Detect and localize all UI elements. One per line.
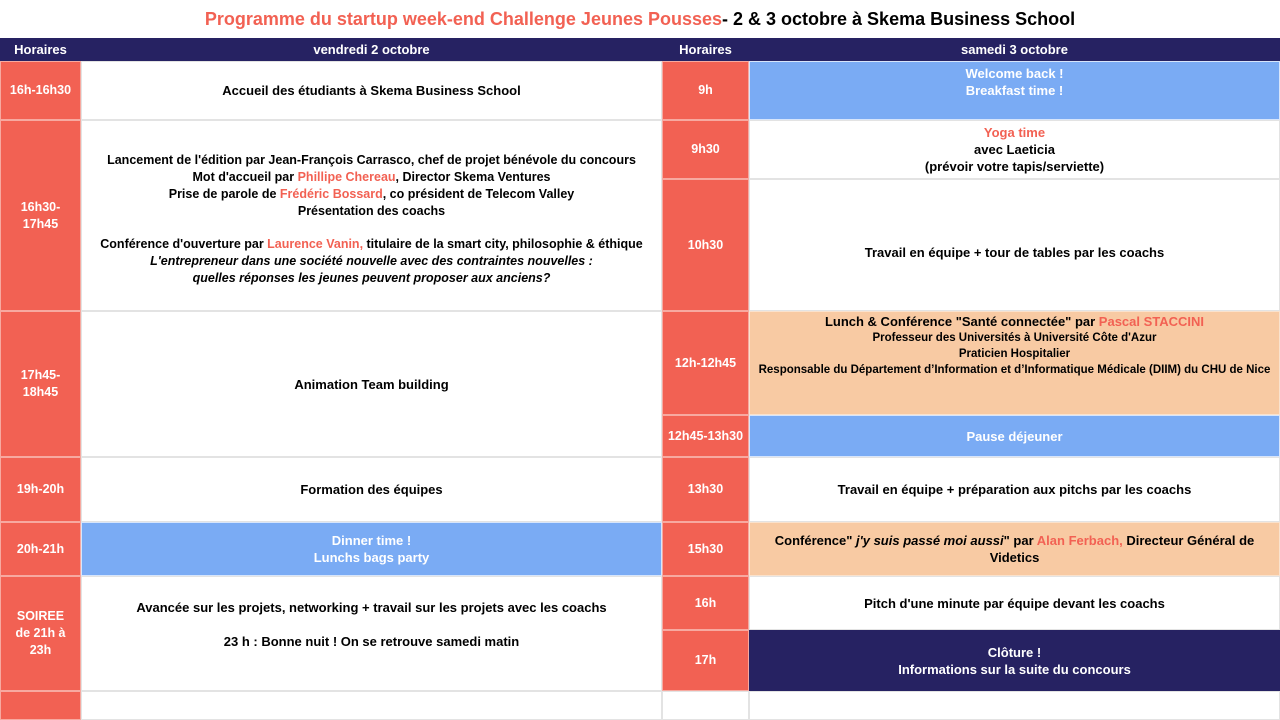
friday-activity-2-line4: Présentation des coachs	[297, 204, 446, 218]
saturday-activity-9-line2: Informations sur la suite du concours	[898, 661, 1131, 677]
saturday-time-5: 12h45-13h30	[662, 415, 749, 457]
friday-activity-2-line1: Lancement de l'édition par Jean-François Carrasco, chef de projet bénévole du concours	[107, 153, 636, 167]
friday-activity-5-line2: Lunchs bags party	[313, 550, 430, 565]
saturday-activity-1-line2: Breakfast time !	[965, 83, 1064, 98]
friday-time-2-line1: 16h30-	[20, 199, 61, 214]
saturday-activity-7	[749, 522, 1280, 576]
saturday-time-1: 9h	[662, 61, 749, 120]
friday-time-1: 16h-16h30	[0, 61, 81, 120]
saturday-time-4: 12h-12h45	[662, 311, 749, 415]
header-horaires-left: Horaires	[0, 38, 81, 61]
friday-activity-2-line6: L'entrepreneur dans une société nouvelle avec des contraintes nouvelles :	[150, 254, 593, 268]
friday-time-4: 19h-20h	[0, 457, 81, 522]
friday-activity-2-line3: Prise de parole de Frédéric Bossard, co président de Telecom Valley	[168, 187, 575, 201]
saturday-time-7: 15h30	[662, 522, 749, 576]
saturday-activity-3: Travail en équipe + tour de tables par les coachs	[749, 179, 1280, 311]
saturday-time-9: 17h	[662, 630, 749, 691]
saturday-time-3: 10h30	[662, 179, 749, 311]
saturday-time-8: 16h	[662, 576, 749, 630]
friday-activity-2-line2: Mot d'accueil par Phillipe Chereau, Director Skema Ventures	[192, 170, 551, 184]
friday-time-2	[0, 120, 81, 311]
friday-time-5: 20h-21h	[0, 522, 81, 576]
saturday-activity-1-line1: Welcome back !	[965, 66, 1064, 81]
saturday-activity-7-text: Conférence" j'y suis passé moi aussi" par Alan Ferbach, Directeur Général de Videtics	[774, 533, 1255, 565]
friday-activity-5-line1: Dinner time !	[331, 533, 412, 548]
saturday-time-2: 9h30	[662, 120, 749, 179]
friday-activity-3: Animation Team building	[81, 311, 662, 457]
friday-activity-6-line2: 23 h : Bonne nuit ! On se retrouve samedi matin	[223, 634, 520, 649]
saturday-activity-9	[749, 630, 1280, 691]
saturday-activity-4	[749, 311, 1280, 415]
saturday-activity-1	[749, 61, 1280, 120]
friday-activity-1: Accueil des étudiants à Skema Business School	[81, 61, 662, 120]
friday-activity-6	[81, 576, 662, 691]
saturday-activity-8: Pitch d'une minute par équipe devant les coachs	[749, 576, 1280, 630]
saturday-activity-9-line1: Clôture !	[987, 644, 1042, 660]
saturday-activity-4-line3: Praticien Hospitalier	[958, 348, 1071, 360]
saturday-activity-2-line1: Yoga time	[983, 125, 1046, 140]
saturday-activity-2-line3: (prévoir votre tapis/serviette)	[924, 159, 1105, 174]
title-rest: - 2 & 3 octobre à Skema Business School	[722, 8, 1076, 29]
title-accent: Programme du startup week-end Challenge Jeunes Pousses	[204, 8, 723, 29]
saturday-time-6: 13h30	[662, 457, 749, 522]
friday-activity-empty	[81, 691, 662, 720]
saturday-activity-2-line2: avec Laeticia	[974, 142, 1055, 157]
friday-activity-2-line5: Conférence d'ouverture par Laurence Vanin, titulaire de la smart city, philosophie & éthique	[100, 237, 643, 251]
saturday-activity-2	[749, 120, 1280, 179]
saturday-time-empty	[662, 691, 749, 720]
friday-activity-6-line1: Avancée sur les projets, networking + travail sur les projets avec les coachs	[136, 600, 607, 615]
header-saturday: samedi 3 octobre	[749, 38, 1280, 61]
saturday-activity-4-line1: Lunch & Conférence "Santé connectée" par Pascal STACCINI	[824, 314, 1205, 329]
page-title	[0, 0, 1280, 38]
header-friday: vendredi 2 octobre	[81, 38, 662, 61]
header-horaires-right: Horaires	[662, 38, 749, 61]
saturday-activity-5: Pause déjeuner	[749, 415, 1280, 457]
friday-time-3-line1: 17h45-	[20, 368, 61, 382]
saturday-activity-4-line2: Professeur des Universités à Université Côte d'Azur	[872, 332, 1157, 344]
friday-time-3	[0, 311, 81, 457]
friday-time-6-line1: SOIREE	[16, 609, 65, 623]
friday-activity-2-line7: quelles réponses les jeunes peuvent proposer aux anciens?	[192, 271, 551, 285]
saturday-activity-6: Travail en équipe + préparation aux pitchs par les coachs	[749, 457, 1280, 522]
friday-activity-4: Formation des équipes	[81, 457, 662, 522]
friday-activity-2	[81, 120, 662, 311]
friday-time-6	[0, 576, 81, 691]
friday-time-6-line2: de 21h à 23h	[15, 626, 66, 657]
saturday-activity-4-line4: Responsable du Département d’Information et d’Informatique Médicale (DIIM) du CHU de Nice	[758, 364, 1271, 376]
friday-time-2-line2: 17h45	[22, 216, 59, 231]
saturday-activity-empty	[749, 691, 1280, 720]
friday-time-empty	[0, 691, 81, 720]
friday-activity-5	[81, 522, 662, 576]
friday-time-3-line2: 18h45	[22, 385, 59, 399]
